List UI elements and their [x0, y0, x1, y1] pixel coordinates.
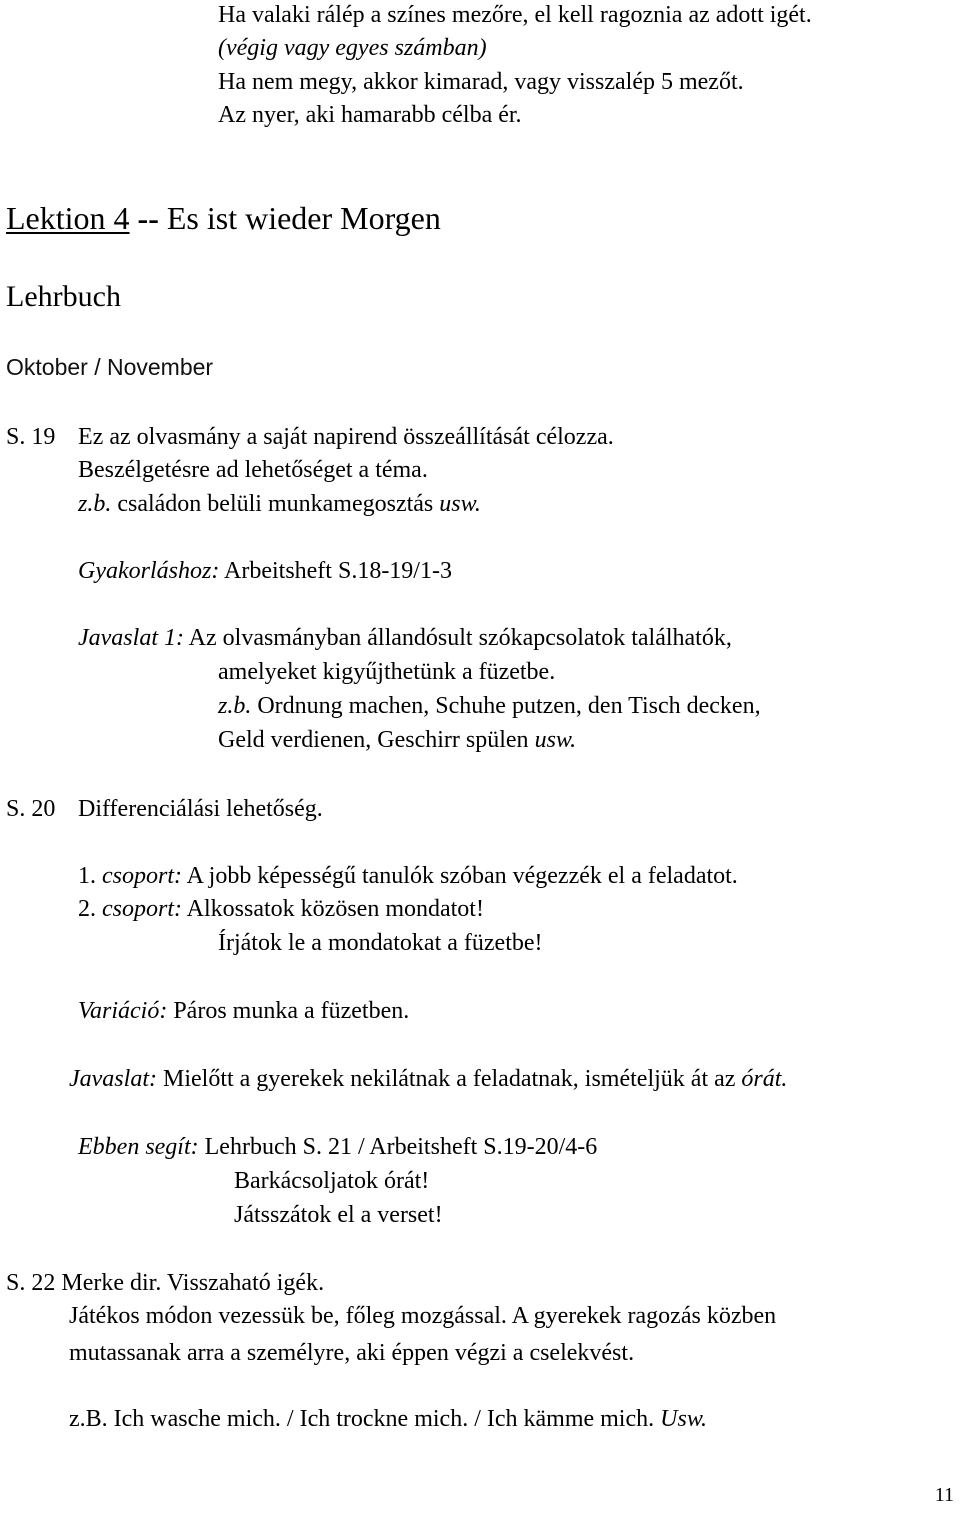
s19-practice — [78, 558, 452, 586]
s20-help-line-3: Játsszátok el a verset! — [234, 1202, 443, 1228]
s19-suggestion-line-2: amelyeket kigyűjthetünk a füzetbe. — [218, 659, 556, 685]
suggestion-1-text: Az olvasmányban állandósult szókapcsolatok találhatók, — [183, 625, 732, 651]
s20-variation — [78, 998, 409, 1026]
help-text: Lehrbuch S. 21 / Arbeitsheft S.19-20/4-6 — [198, 1134, 598, 1160]
s22-example-text: z.B. Ich wasche mich. / Ich trockne mich. / Ich kämme mich. — [69, 1406, 661, 1432]
s22-title: S. 22 Merke dir. Visszaható igék. — [6, 1270, 325, 1296]
group-1-text: A jobb képességű tanulók szóban végezzék el a feladatot. — [182, 863, 738, 889]
s20-group-2 — [78, 896, 484, 924]
suggestion-label: Javaslat: — [69, 1066, 157, 1092]
s19-zb: z.b. — [78, 491, 112, 517]
s19-suggestion — [78, 625, 732, 653]
suggestion-text: Mielőtt a gyerekek nekilátnak a feladatnak, ismételjük át az — [156, 1066, 742, 1092]
s19-line-3 — [78, 491, 481, 519]
s22-line-1: Játékos módon vezessük be, főleg mozgással. A gyerekek ragozás közben — [69, 1303, 777, 1329]
group-2-number: 2. — [78, 896, 102, 922]
s19-line-2: Beszélgetésre ad lehetőséget a téma. — [78, 457, 428, 483]
s19-example — [218, 693, 761, 721]
s19-line-1: Ez az olvasmány a saját napirend összeállítását célozza. — [78, 424, 614, 450]
lesson-title: Lektion 4 — [6, 200, 130, 236]
s19-ref: S. 19 — [6, 424, 56, 450]
s20-ref: S. 20 — [6, 796, 56, 822]
s20-group-1 — [78, 863, 738, 891]
lesson-months: Oktober / November — [6, 354, 214, 380]
lesson-subtitle: Es ist wieder Morgen — [166, 200, 441, 236]
s19-example-l2-text: Geld verdienen, Geschirr spülen — [218, 727, 535, 753]
lesson-book: Lehrbuch — [6, 280, 121, 313]
s22-example — [69, 1406, 707, 1434]
variation-text: Páros munka a füzetben. — [167, 998, 410, 1024]
intro-line-1: Ha valaki rálép a színes mezőre, el kell ragoznia az adott igét. — [218, 2, 812, 28]
s22-line-2: mutassanak arra a személyre, aki éppen végzi a cselekvést. — [69, 1340, 635, 1366]
group-2-label: csoport: — [102, 896, 182, 922]
lesson-heading — [6, 200, 441, 237]
page-number: 11 — [934, 1484, 954, 1506]
variation-label: Variáció: — [78, 998, 168, 1024]
s20-help-line-2: Barkácsoljatok órát! — [234, 1168, 430, 1194]
s22-example-usw: Usw. — [660, 1406, 708, 1432]
intro-line-2: (végig vagy egyes számban) — [218, 35, 487, 61]
s20-title: Differenciálási lehetőség. — [78, 796, 323, 822]
s19-example-line-2 — [218, 727, 576, 755]
s20-group-2-line-2: Írjátok le a mondatokat a füzetbe! — [218, 930, 543, 956]
s20-help — [78, 1134, 597, 1162]
s19-example-text: Ordnung machen, Schuhe putzen, den Tisch decken, — [251, 693, 761, 719]
group-2-text: Alkossatok közösen mondatot! — [182, 896, 484, 922]
group-1-number: 1. — [78, 863, 102, 889]
practice-text: Arbeitsheft S.18-19/1-3 — [219, 558, 452, 584]
intro-line-4: Az nyer, aki hamarabb célba ér. — [218, 102, 522, 128]
group-1-label: csoport: — [102, 863, 182, 889]
help-label: Ebben segít: — [78, 1134, 199, 1160]
s19-family-work: családon belüli munkamegosztás — [111, 491, 440, 517]
lesson-dash: -- — [137, 200, 159, 236]
suggestion-end: órát. — [741, 1066, 788, 1092]
s19-usw: usw. — [439, 491, 481, 517]
s20-suggestion — [69, 1066, 787, 1094]
intro-line-3: Ha nem megy, akkor kimarad, vagy visszalép 5 mezőt. — [218, 69, 744, 95]
practice-label: Gyakorláshoz: — [78, 558, 220, 584]
s19-example-zb: z.b. — [218, 693, 252, 719]
suggestion-1-label: Javaslat 1: — [78, 625, 184, 651]
s19-example-usw: usw. — [534, 727, 577, 753]
